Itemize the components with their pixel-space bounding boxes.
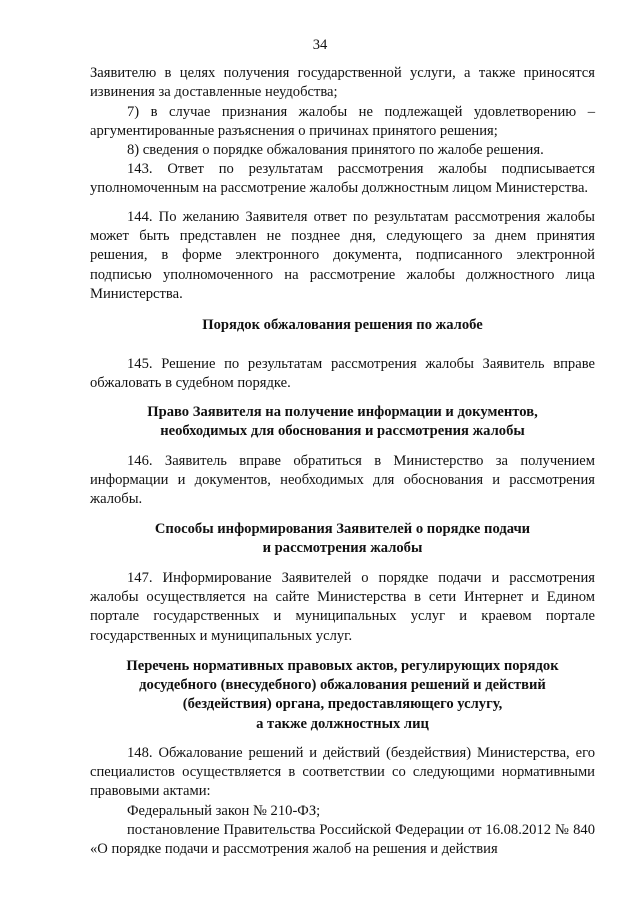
heading: Порядок обжалования решения по жалобе xyxy=(202,317,483,333)
paragraph-145 xyxy=(90,355,595,393)
heading xyxy=(90,657,595,734)
paragraph: 8) сведения о порядке обжалования принятого по жалобе решения. xyxy=(127,142,544,158)
paragraph: Федеральный закон № 210-ФЗ; xyxy=(127,803,321,819)
paragraph-143 xyxy=(90,160,595,198)
paragraph: Заявителю в целях получения государственной услуги, а также приносятся извинения за доставленные неудобства; xyxy=(90,65,595,101)
paragraph-148 xyxy=(90,744,595,802)
heading xyxy=(90,403,595,441)
heading-line: Способы информирования Заявителей о порядке подачи xyxy=(154,521,531,537)
heading-line: необходимых для обоснования и рассмотрения жалобы xyxy=(160,423,525,440)
section-heading xyxy=(90,316,595,335)
paragraph: постановление Правительства Российской Федерации от 16.08.2012 № 840 «О порядке подачи и рассмотрения жалоб на решения и действия xyxy=(90,822,595,858)
paragraph-item-8 xyxy=(90,141,595,160)
paragraph: 144. По желанию Заявителя ответ по результатам рассмотрения жалобы может быть представлен не позднее дня, следующего за днем принятия решения, в форме электронного документа, подписанного электронной подписью уполномоченного на рассмотрение жалобы должностного лица Министерства. xyxy=(90,209,595,302)
paragraph: 143. Ответ по результатам рассмотрения жалобы подписывается уполномоченным на рассмотрение жалобы должностным лицом Министерства. xyxy=(90,161,595,197)
heading-line: а также должностных лиц xyxy=(256,715,429,732)
heading xyxy=(90,520,595,558)
paragraph-147 xyxy=(90,569,595,646)
paragraph-144 xyxy=(90,208,595,304)
paragraph-law xyxy=(90,802,595,821)
heading-line: и рассмотрения жалобы xyxy=(262,540,423,557)
heading-line: (бездействия) органа, предоставляющего услугу, xyxy=(182,696,503,713)
section-heading xyxy=(90,403,595,441)
page-number: 34 xyxy=(312,37,328,53)
paragraph: 148. Обжалование решений и действий (бездействия) Министерства, его специалистов осуществляется в соответствии со следующими нормативными правовыми актами: xyxy=(90,745,595,800)
heading-line: досудебного (внесудебного) обжалования решений и действий xyxy=(139,677,546,694)
paragraph-item-7 xyxy=(90,103,595,141)
paragraph-decree xyxy=(90,821,595,859)
heading-line: Право Заявителя на получение информации и документов, xyxy=(147,404,538,420)
section-heading xyxy=(90,657,595,734)
paragraph-146 xyxy=(90,452,595,510)
heading-line: Перечень нормативных правовых актов, регулирующих порядок xyxy=(126,658,559,674)
paragraph: 145. Решение по результатам рассмотрения жалобы Заявитель вправе обжаловать в судебном порядке. xyxy=(90,356,595,392)
paragraph: 146. Заявитель вправе обратиться в Министерство за получением информации и документов, необходимых для обоснования и рассмотрения жалобы. xyxy=(90,453,595,508)
section-heading xyxy=(90,520,595,558)
paragraph: 147. Информирование Заявителей о порядке подачи и рассмотрения жалобы осуществляется на сайте Министерства в сети Интернет и Едином портале государственных и муниципальных услуг и краевом портале государственных и муниципальных услуг. xyxy=(90,570,595,644)
paragraph: 7) в случае признания жалобы не подлежащей удовлетворению – аргументированные разъяснения о причинах принятого решения; xyxy=(90,104,595,140)
paragraph-continuation xyxy=(90,64,595,102)
